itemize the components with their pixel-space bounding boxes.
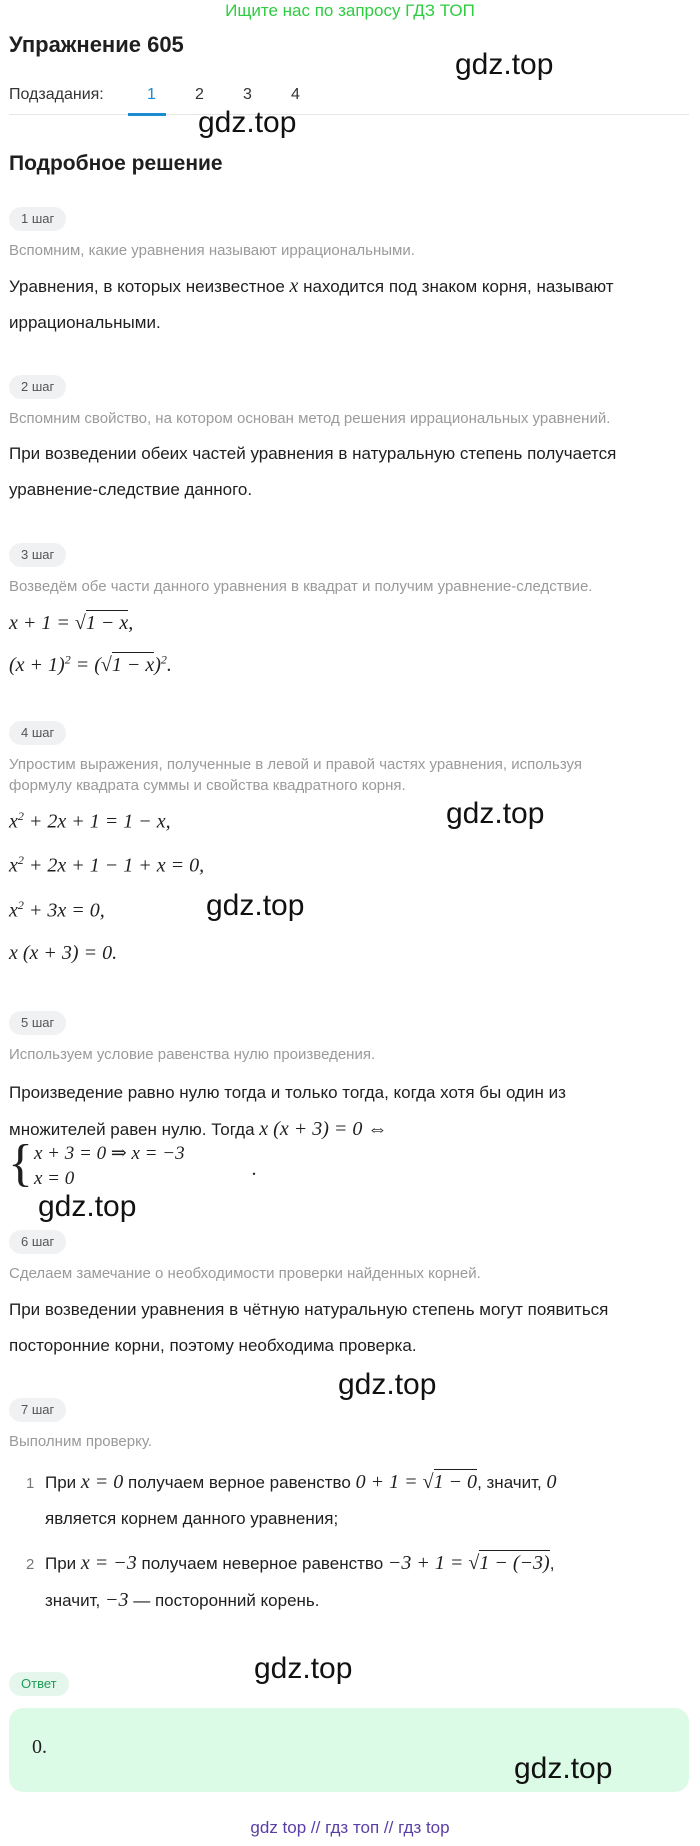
sqrt-sign: √ [468, 1552, 480, 1574]
eq-part: −3 + 1 = [387, 1552, 469, 1574]
step-3-hint: Возведём обе части данного уравнения в квадрат и получим уравнение-следствие. [9, 578, 593, 595]
search-banner: Ищите нас по запросу ГДЗ ТОП [225, 1, 475, 20]
tabs-divider [9, 114, 689, 115]
watermark: gdz.top [446, 797, 545, 830]
check-item-1 [45, 1464, 685, 1537]
check-math: x = 0 [80, 1471, 124, 1493]
exponent: 2 [17, 853, 24, 867]
step-4-equation-1 [9, 809, 171, 834]
check-text: является корнем данного уравнения; [45, 1509, 339, 1528]
eq-part: 0 + 1 = [355, 1471, 423, 1493]
subtask-tab-4[interactable]: 4 [291, 86, 300, 103]
sqrt-sign: √ [74, 612, 86, 634]
eq-part: ) [154, 654, 161, 676]
step-2-hint: Вспомним свойство, на котором основан метод решения иррациональных уравнений. [9, 410, 611, 427]
check-text: , значит, [477, 1473, 542, 1492]
eq-part: x [9, 810, 18, 833]
check-text: значит, [45, 1591, 101, 1610]
answer-badge: Ответ [9, 1672, 69, 1696]
step-3-badge: 3 шаг [9, 543, 66, 567]
step-5-text-a: Произведение равно нулю тогда и только тогда, когда хотя бы один из [9, 1083, 566, 1102]
watermark: gdz.top [198, 106, 297, 139]
system-line-2: x = 0 [34, 1168, 75, 1189]
eq-part: x [9, 854, 18, 877]
step-6-text-b: посторонние корни, поэтому необходима проверка. [9, 1336, 417, 1355]
eq-part: + 2x + 1 − 1 + x = 0, [23, 854, 205, 877]
check-math [388, 1552, 550, 1574]
section-title: Подробное решение [9, 152, 223, 175]
step-5-math: x (x + 3) = 0 ⇔ [259, 1118, 388, 1140]
exponent: 2 [64, 652, 71, 667]
step-4-equation-4: x (x + 3) = 0. [9, 942, 118, 964]
step-5-hint: Используем условие равенства нулю произведения. [9, 1046, 376, 1063]
step-1-text [9, 268, 689, 341]
step-5-text-b: множителей равен нулю. Тогда [9, 1120, 255, 1139]
check-item-2-number: 2 [26, 1556, 35, 1573]
eq-part: . [166, 654, 172, 676]
watermark: gdz.top [338, 1368, 437, 1401]
check-text: При [45, 1473, 77, 1492]
check-item-1-number: 1 [26, 1475, 35, 1492]
watermark: gdz.top [254, 1652, 353, 1685]
watermark: gdz.top [38, 1190, 137, 1223]
step-3-equation-2 [9, 652, 172, 677]
sqrt-radicand: 1 − (−3) [479, 1552, 550, 1574]
check-math: x = −3 [80, 1552, 137, 1574]
step-5-text [9, 1075, 689, 1148]
active-tab-indicator [128, 113, 166, 116]
system-dot: . [252, 1158, 257, 1180]
watermark: gdz.top [206, 889, 305, 922]
system-line-1: x + 3 = 0 ⇒ x = −3 [34, 1143, 185, 1164]
exponent: 2 [17, 809, 24, 823]
step-5-badge: 5 шаг [9, 1011, 66, 1035]
eq-part: x + 1 = [9, 612, 75, 634]
step-3-equation-1 [9, 610, 133, 635]
footer-links[interactable]: gdz top // гдз топ // гдз top [250, 1818, 450, 1837]
step-4-equation-2 [9, 853, 204, 878]
check-text: получаем неверное равенство [141, 1554, 384, 1573]
step-2-text-b: уравнение-следствие данного. [9, 480, 253, 499]
answer-value: 0. [32, 1736, 47, 1758]
exponent: 2 [160, 652, 167, 667]
step-4-equation-3 [9, 898, 105, 923]
step-6-text [9, 1292, 689, 1364]
subtask-tab-3[interactable]: 3 [243, 86, 252, 103]
step-1-badge: 1 шаг [9, 207, 66, 231]
watermark: gdz.top [514, 1752, 613, 1785]
eq-part: + 3x = 0, [23, 899, 105, 922]
check-text: получаем верное равенство [128, 1473, 351, 1492]
system-brace: { [8, 1135, 33, 1192]
step-7-hint: Выполним проверку. [9, 1433, 153, 1450]
exponent: 2 [17, 898, 24, 912]
step-6-badge: 6 шаг [9, 1230, 66, 1254]
check-text: При [45, 1554, 77, 1573]
subtasks-bar [9, 86, 689, 110]
step-2-text [9, 436, 689, 508]
step-2-text-a: При возведении обеих частей уравнения в натуральную степень получается [9, 444, 617, 463]
sqrt-sign: √ [100, 654, 112, 676]
step-1-hint: Вспомним, какие уравнения называют иррациональными. [9, 242, 415, 259]
subtasks-label: Подзадания: [9, 86, 104, 103]
sqrt-radicand: 1 − x [111, 654, 155, 676]
step-1-text-c: иррациональными. [9, 313, 161, 332]
step-4-hint-b: формулу квадрата суммы и свойства квадратного корня. [9, 777, 406, 794]
check-item-2 [45, 1545, 685, 1619]
eq-part: (x + 1) [9, 654, 65, 676]
exercise-title: Упражнение 605 [9, 32, 184, 57]
step-2-badge: 2 шаг [9, 375, 66, 399]
sqrt-sign: √ [422, 1471, 434, 1493]
eq-part: , [128, 612, 134, 634]
check-math: −3 [104, 1589, 129, 1611]
step-6-hint: Сделаем замечание о необходимости проверки найденных корней. [9, 1265, 481, 1282]
sqrt-radicand: 1 − x [85, 612, 129, 634]
step-4-hint-a: Упростим выражения, полученные в левой и правой частях уравнения, используя [9, 756, 582, 773]
step-1-text-b: находится под знаком корня, называют [303, 277, 614, 296]
step-7-badge: 7 шаг [9, 1398, 66, 1422]
check-math [356, 1471, 477, 1493]
check-text: — посторонний корень. [133, 1591, 320, 1610]
eq-part: x [9, 899, 18, 922]
step-6-text-a: При возведении уравнения в чётную натуральную степень могут появиться [9, 1300, 609, 1319]
watermark: gdz.top [455, 48, 554, 81]
eq-part: = ( [70, 654, 101, 676]
eq-part: + 2x + 1 = 1 − x, [23, 810, 171, 833]
step-4-badge: 4 шаг [9, 721, 66, 745]
step-1-text-a: Уравнения, в которых неизвестное [9, 277, 285, 296]
check-text: , [549, 1554, 555, 1573]
subtask-tab-2[interactable]: 2 [195, 86, 204, 103]
step-1-var: x [289, 275, 299, 297]
subtask-tab-1[interactable]: 1 [147, 86, 156, 103]
check-math: 0 [546, 1471, 557, 1493]
sqrt-radicand: 1 − 0 [433, 1471, 478, 1493]
